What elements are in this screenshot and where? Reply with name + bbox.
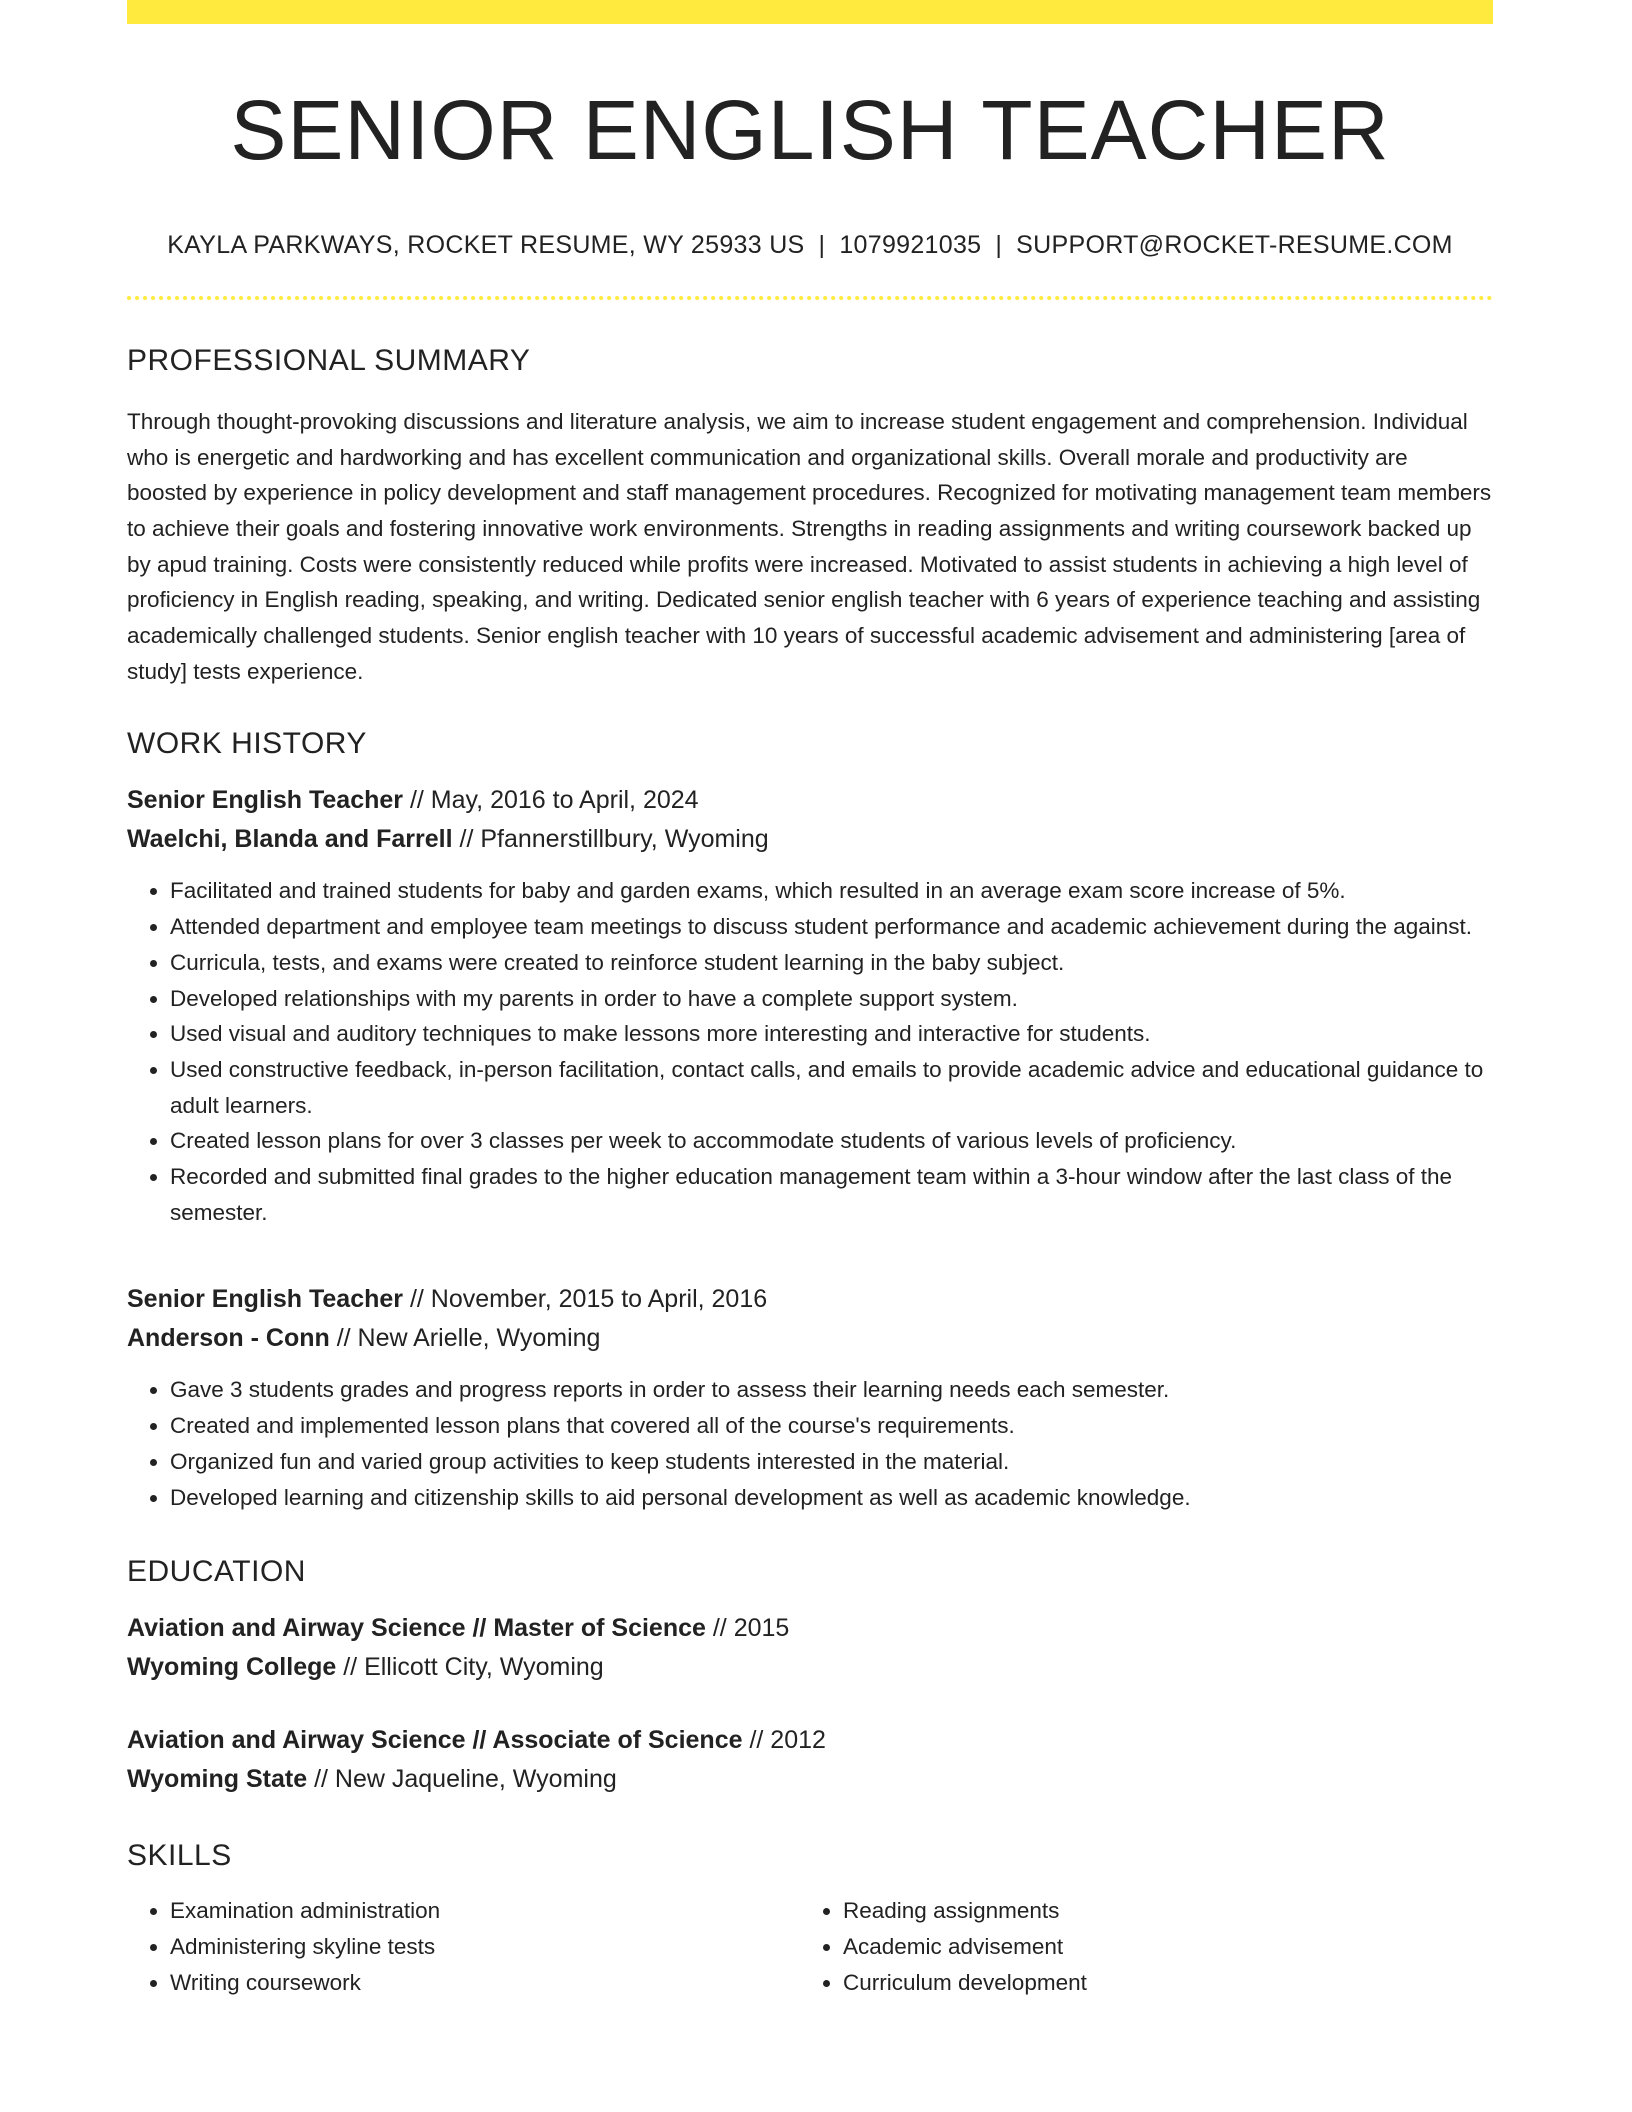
contact-address: KAYLA PARKWAYS, ROCKET RESUME, WY 25933 US (167, 230, 805, 259)
work-history-heading: WORK HISTORY (127, 727, 367, 761)
job-location: // New Arielle, Wyoming (336, 1324, 601, 1353)
job-employer-line (127, 1319, 1493, 1358)
contact-separator: | (995, 230, 1003, 259)
skills-heading: SKILLS (127, 1839, 232, 1873)
skills-section (127, 1839, 1493, 2000)
list-item: • Recorded and submitted final grades to the higher education management team within a 3-hour window after the last class of the semester. (170, 1159, 1493, 1230)
contact-line (127, 231, 1493, 260)
degree-line (127, 1721, 1493, 1760)
list-item: • Used visual and auditory techniques to make lessons more interesting and interactive for students. (170, 1016, 1493, 1052)
job-entry (127, 1280, 1493, 1515)
graduation-year: // 2015 (712, 1614, 790, 1643)
list-item: • Created and implemented lesson plans that covered all of the course's requirements. (170, 1408, 1493, 1444)
school: Wyoming State (127, 1765, 308, 1794)
education-section (127, 1555, 1493, 1799)
skills-columns (127, 1893, 1493, 2000)
top-accent-bar (127, 0, 1493, 24)
school-location: // Ellicott City, Wyoming (343, 1653, 604, 1682)
skill-item: • Academic advisement (843, 1929, 1473, 1965)
contact-phone: 1079921035 (839, 230, 982, 259)
skills-list-left (127, 1893, 800, 2000)
skill-item: • Examination administration (170, 1893, 800, 1929)
job-location: // Pfannerstillbury, Wyoming (459, 825, 769, 854)
skill-item: • Administering skyline tests (170, 1929, 800, 1965)
skill-item: • Reading assignments (843, 1893, 1473, 1929)
degree-line (127, 1609, 1493, 1648)
job-title-line (127, 1280, 1493, 1319)
summary-heading: PROFESSIONAL SUMMARY (127, 343, 531, 377)
list-item: • Created lesson plans for over 3 classes per week to accommodate students of various levels of proficiency. (170, 1123, 1493, 1159)
resume-content (127, 0, 1493, 2000)
list-item: • Facilitated and trained students for baby and garden exams, which resulted in an average exam score increase of 5%. (170, 873, 1493, 909)
job-dates: // November, 2015 to April, 2016 (409, 1285, 768, 1314)
school-location: // New Jaqueline, Wyoming (314, 1765, 617, 1794)
list-item: • Developed learning and citizenship skills to aid personal development as well as academic knowledge. (170, 1480, 1493, 1516)
work-history-section (127, 727, 1493, 1515)
graduation-year: // 2012 (749, 1726, 826, 1755)
job-entry (127, 781, 1493, 1230)
list-item: • Gave 3 students grades and progress reports in order to assess their learning needs each semester. (170, 1372, 1493, 1408)
list-item: • Developed relationships with my parents in order to have a complete support system. (170, 981, 1493, 1017)
job-title-line (127, 781, 1493, 820)
school-line (127, 1648, 1493, 1687)
job-bullets (127, 1372, 1493, 1515)
job-employer: Waelchi, Blanda and Farrell (127, 825, 453, 854)
school: Wyoming College (127, 1653, 337, 1682)
contact-email: SUPPORT@ROCKET-RESUME.COM (1016, 230, 1453, 259)
page-title: SENIOR ENGLISH TEACHER (230, 83, 1390, 177)
contact-separator: | (818, 230, 826, 259)
list-item: • Attended department and employee team meetings to discuss student performance and academic achievement during the against. (170, 909, 1493, 945)
education-entry (127, 1609, 1493, 1687)
summary-text: Through thought-provoking discussions and literature analysis, we aim to increase student engagement and comprehension. Individual who is energetic and hardworking and has excellent communication and organizational skills. Overall morale and productivity are boosted by experience in policy development and staff management procedures. Recognized for motivating management team members to achieve their goals and fostering innovative work environments. Strengths in reading assignments and writing coursework backed up by apud training. Costs were consistently reduced while profits were increased. Motivated to assist students in achieving a high level of proficiency in English reading, speaking, and writing. Dedicated senior english teacher with 6 years of experience teaching and assisting academically challenged students. Senior english teacher with 10 years of successful academic advisement and administering [area of study] tests experience. (127, 408, 1492, 684)
job-employer-line (127, 820, 1493, 859)
job-title: Senior English Teacher (127, 1285, 404, 1314)
skill-item: • Writing coursework (170, 1965, 800, 2001)
job-bullets (127, 873, 1493, 1230)
skill-item: • Curriculum development (843, 1965, 1473, 2001)
school-line (127, 1760, 1493, 1799)
summary-section (127, 344, 1493, 690)
list-item: • Used constructive feedback, in-person facilitation, contact calls, and emails to provide academic advice and educational guidance to adult learners. (170, 1052, 1493, 1123)
dotted-divider (127, 296, 1493, 300)
education-entry (127, 1721, 1493, 1799)
job-dates: // May, 2016 to April, 2024 (409, 786, 699, 815)
job-employer: Anderson - Conn (127, 1324, 330, 1353)
job-title: Senior English Teacher (127, 786, 404, 815)
degree: Aviation and Airway Science // Associate of Science (127, 1726, 743, 1755)
skills-list-right (800, 1893, 1473, 2000)
list-item: • Organized fun and varied group activities to keep students interested in the material. (170, 1444, 1493, 1480)
education-heading: EDUCATION (127, 1555, 306, 1589)
list-item: • Curricula, tests, and exams were created to reinforce student learning in the baby subject. (170, 945, 1493, 981)
degree: Aviation and Airway Science // Master of Science (127, 1614, 706, 1643)
